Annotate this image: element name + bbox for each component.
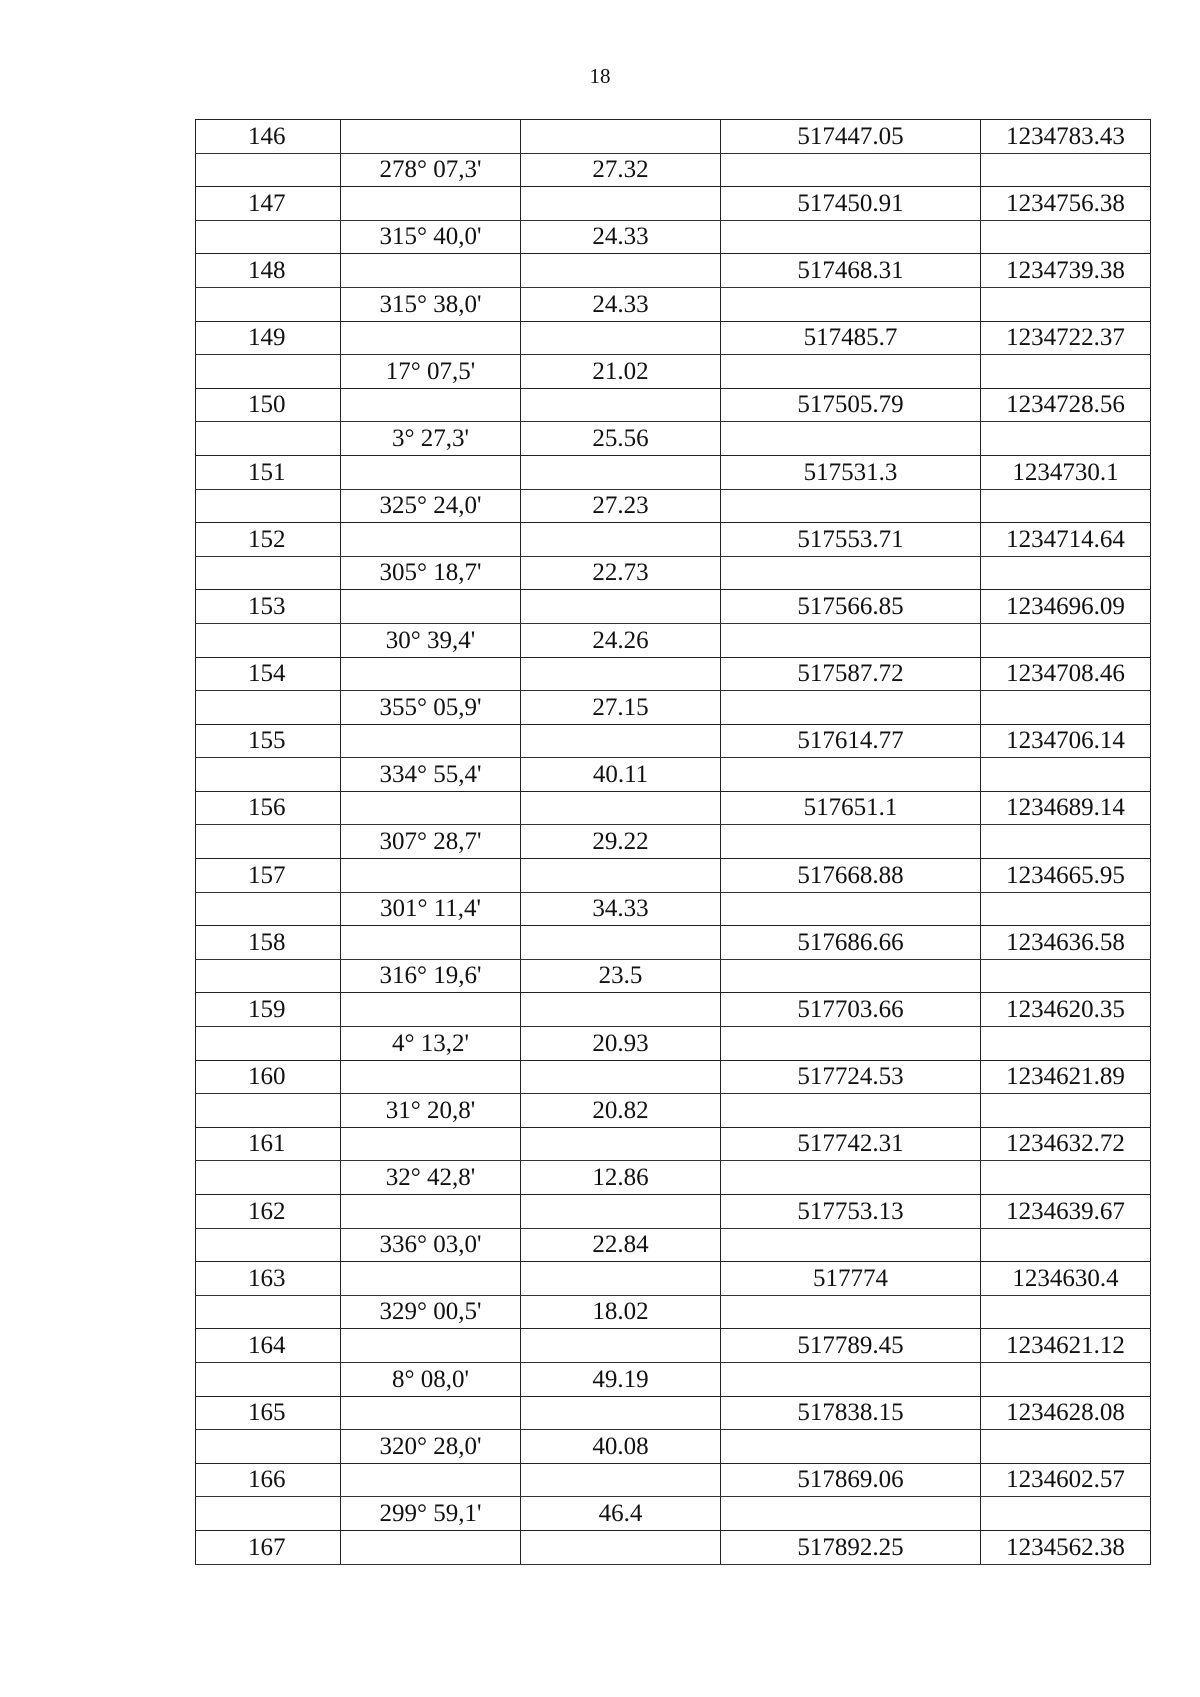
segment-row [196, 1161, 1151, 1195]
y-coordinate-cell [981, 959, 1151, 993]
y-coordinate-cell: 1234602.57 [981, 1463, 1151, 1497]
segment-length-cell [521, 523, 721, 557]
y-coordinate-cell: 1234722.37 [981, 321, 1151, 355]
point-row [196, 120, 1151, 154]
direction-angle-cell: 4° 13,2' [341, 1027, 521, 1061]
x-coordinate-cell [721, 422, 981, 456]
point-row [196, 523, 1151, 557]
coordinates-table-body [196, 120, 1151, 1565]
segment-length-cell [521, 590, 721, 624]
segment-length-cell: 20.93 [521, 1027, 721, 1061]
x-coordinate-cell: 517531.3 [721, 455, 981, 489]
direction-angle-cell: 325° 24,0' [341, 489, 521, 523]
segment-length-cell: 12.86 [521, 1161, 721, 1195]
y-coordinate-cell [981, 825, 1151, 859]
y-coordinate-cell [981, 1295, 1151, 1329]
point-number-cell [196, 959, 341, 993]
segment-length-cell [521, 120, 721, 154]
direction-angle-cell [341, 321, 521, 355]
direction-angle-cell [341, 993, 521, 1027]
direction-angle-cell: 315° 40,0' [341, 220, 521, 254]
direction-angle-cell: 278° 07,3' [341, 153, 521, 187]
x-coordinate-cell [721, 1161, 981, 1195]
point-row [196, 321, 1151, 355]
point-number-cell [196, 623, 341, 657]
segment-row [196, 1228, 1151, 1262]
segment-length-cell: 27.15 [521, 691, 721, 725]
point-row [196, 254, 1151, 288]
x-coordinate-cell: 517789.45 [721, 1329, 981, 1363]
segment-row [196, 825, 1151, 859]
x-coordinate-cell: 517724.53 [721, 1060, 981, 1094]
point-number-cell [196, 1295, 341, 1329]
direction-angle-cell [341, 455, 521, 489]
y-coordinate-cell: 1234632.72 [981, 1127, 1151, 1161]
point-number-cell [196, 1497, 341, 1531]
y-coordinate-cell: 1234714.64 [981, 523, 1151, 557]
y-coordinate-cell: 1234783.43 [981, 120, 1151, 154]
segment-length-cell: 46.4 [521, 1497, 721, 1531]
segment-row [196, 287, 1151, 321]
x-coordinate-cell: 517742.31 [721, 1127, 981, 1161]
y-coordinate-cell: 1234562.38 [981, 1530, 1151, 1564]
direction-angle-cell: 31° 20,8' [341, 1094, 521, 1128]
x-coordinate-cell: 517447.05 [721, 120, 981, 154]
point-row [196, 1463, 1151, 1497]
point-row [196, 859, 1151, 893]
point-number-cell [196, 758, 341, 792]
x-coordinate-cell: 517668.88 [721, 859, 981, 893]
direction-angle-cell: 30° 39,4' [341, 623, 521, 657]
direction-angle-cell: 355° 05,9' [341, 691, 521, 725]
point-number-cell [196, 489, 341, 523]
point-number-cell: 157 [196, 859, 341, 893]
segment-length-cell [521, 254, 721, 288]
segment-row [196, 153, 1151, 187]
direction-angle-cell: 329° 00,5' [341, 1295, 521, 1329]
segment-length-cell: 40.11 [521, 758, 721, 792]
x-coordinate-cell: 517869.06 [721, 1463, 981, 1497]
point-row [196, 1329, 1151, 1363]
point-number-cell [196, 1228, 341, 1262]
direction-angle-cell [341, 590, 521, 624]
point-number-cell [196, 287, 341, 321]
y-coordinate-cell [981, 1027, 1151, 1061]
segment-row [196, 1295, 1151, 1329]
x-coordinate-cell: 517587.72 [721, 657, 981, 691]
y-coordinate-cell [981, 1430, 1151, 1464]
direction-angle-cell [341, 1329, 521, 1363]
y-coordinate-cell [981, 623, 1151, 657]
direction-angle-cell [341, 1530, 521, 1564]
point-row [196, 657, 1151, 691]
direction-angle-cell [341, 1262, 521, 1296]
point-row [196, 590, 1151, 624]
segment-length-cell [521, 791, 721, 825]
segment-length-cell [521, 1060, 721, 1094]
direction-angle-cell: 334° 55,4' [341, 758, 521, 792]
point-row [196, 926, 1151, 960]
point-number-cell: 150 [196, 388, 341, 422]
x-coordinate-cell [721, 892, 981, 926]
segment-length-cell: 22.73 [521, 556, 721, 590]
point-number-cell [196, 892, 341, 926]
point-number-cell: 161 [196, 1127, 341, 1161]
point-number-cell: 166 [196, 1463, 341, 1497]
y-coordinate-cell [981, 220, 1151, 254]
segment-length-cell [521, 388, 721, 422]
segment-length-cell: 49.19 [521, 1362, 721, 1396]
segment-row [196, 355, 1151, 389]
segment-length-cell: 29.22 [521, 825, 721, 859]
segment-row [196, 1094, 1151, 1128]
point-number-cell: 152 [196, 523, 341, 557]
point-row [196, 455, 1151, 489]
page-number: 18 [589, 64, 611, 88]
x-coordinate-cell: 517468.31 [721, 254, 981, 288]
y-coordinate-cell [981, 1094, 1151, 1128]
segment-row [196, 422, 1151, 456]
direction-angle-cell: 32° 42,8' [341, 1161, 521, 1195]
point-row [196, 993, 1151, 1027]
segment-length-cell: 24.33 [521, 220, 721, 254]
segment-length-cell [521, 1195, 721, 1229]
point-number-cell: 149 [196, 321, 341, 355]
x-coordinate-cell [721, 758, 981, 792]
y-coordinate-cell: 1234756.38 [981, 187, 1151, 221]
point-row [196, 1195, 1151, 1229]
x-coordinate-cell: 517450.91 [721, 187, 981, 221]
segment-row [196, 1362, 1151, 1396]
segment-length-cell: 24.33 [521, 287, 721, 321]
segment-length-cell [521, 455, 721, 489]
y-coordinate-cell: 1234689.14 [981, 791, 1151, 825]
segment-row [196, 691, 1151, 725]
segment-length-cell [521, 1127, 721, 1161]
x-coordinate-cell [721, 153, 981, 187]
segment-row [196, 1430, 1151, 1464]
x-coordinate-cell [721, 489, 981, 523]
y-coordinate-cell [981, 1161, 1151, 1195]
point-number-cell: 164 [196, 1329, 341, 1363]
segment-length-cell: 21.02 [521, 355, 721, 389]
x-coordinate-cell [721, 1430, 981, 1464]
segment-length-cell: 34.33 [521, 892, 721, 926]
segment-length-cell [521, 859, 721, 893]
direction-angle-cell [341, 523, 521, 557]
point-number-cell: 148 [196, 254, 341, 288]
coordinates-table [195, 119, 1151, 1565]
y-coordinate-cell: 1234708.46 [981, 657, 1151, 691]
y-coordinate-cell: 1234636.58 [981, 926, 1151, 960]
y-coordinate-cell: 1234639.67 [981, 1195, 1151, 1229]
direction-angle-cell: 299° 59,1' [341, 1497, 521, 1531]
x-coordinate-cell: 517753.13 [721, 1195, 981, 1229]
x-coordinate-cell: 517774 [721, 1262, 981, 1296]
point-number-cell: 146 [196, 120, 341, 154]
direction-angle-cell [341, 724, 521, 758]
y-coordinate-cell: 1234621.89 [981, 1060, 1151, 1094]
segment-length-cell: 25.56 [521, 422, 721, 456]
point-row [196, 1262, 1151, 1296]
segment-length-cell [521, 724, 721, 758]
y-coordinate-cell: 1234620.35 [981, 993, 1151, 1027]
direction-angle-cell: 3° 27,3' [341, 422, 521, 456]
y-coordinate-cell [981, 1228, 1151, 1262]
direction-angle-cell [341, 1463, 521, 1497]
x-coordinate-cell [721, 556, 981, 590]
segment-length-cell: 27.32 [521, 153, 721, 187]
y-coordinate-cell [981, 153, 1151, 187]
x-coordinate-cell [721, 1228, 981, 1262]
y-coordinate-cell: 1234696.09 [981, 590, 1151, 624]
x-coordinate-cell: 517703.66 [721, 993, 981, 1027]
y-coordinate-cell [981, 758, 1151, 792]
point-number-cell: 165 [196, 1396, 341, 1430]
point-number-cell [196, 1161, 341, 1195]
x-coordinate-cell [721, 1362, 981, 1396]
point-number-cell [196, 1430, 341, 1464]
point-number-cell [196, 1362, 341, 1396]
point-row [196, 724, 1151, 758]
segment-row [196, 892, 1151, 926]
direction-angle-cell: 315° 38,0' [341, 287, 521, 321]
segment-row [196, 556, 1151, 590]
point-number-cell [196, 691, 341, 725]
direction-angle-cell [341, 1396, 521, 1430]
y-coordinate-cell: 1234621.12 [981, 1329, 1151, 1363]
y-coordinate-cell [981, 691, 1151, 725]
point-number-cell [196, 422, 341, 456]
segment-row [196, 220, 1151, 254]
segment-length-cell: 20.82 [521, 1094, 721, 1128]
x-coordinate-cell [721, 355, 981, 389]
y-coordinate-cell: 1234739.38 [981, 254, 1151, 288]
direction-angle-cell [341, 791, 521, 825]
x-coordinate-cell: 517651.1 [721, 791, 981, 825]
point-row [196, 1530, 1151, 1564]
x-coordinate-cell [721, 623, 981, 657]
x-coordinate-cell [721, 959, 981, 993]
direction-angle-cell [341, 859, 521, 893]
point-row [196, 791, 1151, 825]
segment-length-cell [521, 1329, 721, 1363]
x-coordinate-cell: 517566.85 [721, 590, 981, 624]
segment-length-cell [521, 926, 721, 960]
point-row [196, 388, 1151, 422]
segment-row [196, 489, 1151, 523]
segment-length-cell: 22.84 [521, 1228, 721, 1262]
point-number-cell [196, 825, 341, 859]
point-number-cell: 155 [196, 724, 341, 758]
segment-length-cell [521, 657, 721, 691]
y-coordinate-cell [981, 556, 1151, 590]
direction-angle-cell: 316° 19,6' [341, 959, 521, 993]
segment-row [196, 758, 1151, 792]
x-coordinate-cell: 517505.79 [721, 388, 981, 422]
direction-angle-cell: 320° 28,0' [341, 1430, 521, 1464]
y-coordinate-cell: 1234706.14 [981, 724, 1151, 758]
direction-angle-cell [341, 926, 521, 960]
y-coordinate-cell: 1234628.08 [981, 1396, 1151, 1430]
point-number-cell [196, 355, 341, 389]
direction-angle-cell [341, 657, 521, 691]
direction-angle-cell [341, 1127, 521, 1161]
point-number-cell [196, 1094, 341, 1128]
point-number-cell: 158 [196, 926, 341, 960]
point-number-cell: 156 [196, 791, 341, 825]
y-coordinate-cell [981, 422, 1151, 456]
x-coordinate-cell [721, 1295, 981, 1329]
segment-length-cell: 27.23 [521, 489, 721, 523]
direction-angle-cell [341, 388, 521, 422]
x-coordinate-cell [721, 287, 981, 321]
x-coordinate-cell [721, 1027, 981, 1061]
y-coordinate-cell [981, 355, 1151, 389]
point-number-cell: 167 [196, 1530, 341, 1564]
x-coordinate-cell: 517838.15 [721, 1396, 981, 1430]
x-coordinate-cell: 517553.71 [721, 523, 981, 557]
segment-length-cell [521, 321, 721, 355]
x-coordinate-cell [721, 825, 981, 859]
x-coordinate-cell: 517686.66 [721, 926, 981, 960]
segment-length-cell: 24.26 [521, 623, 721, 657]
point-number-cell [196, 153, 341, 187]
y-coordinate-cell [981, 892, 1151, 926]
segment-length-cell: 23.5 [521, 959, 721, 993]
point-row [196, 1060, 1151, 1094]
segment-length-cell [521, 993, 721, 1027]
point-number-cell: 160 [196, 1060, 341, 1094]
y-coordinate-cell: 1234730.1 [981, 455, 1151, 489]
direction-angle-cell: 17° 07,5' [341, 355, 521, 389]
segment-length-cell [521, 187, 721, 221]
segment-row [196, 1497, 1151, 1531]
point-number-cell [196, 1027, 341, 1061]
x-coordinate-cell: 517892.25 [721, 1530, 981, 1564]
segment-length-cell [521, 1262, 721, 1296]
x-coordinate-cell: 517614.77 [721, 724, 981, 758]
direction-angle-cell [341, 120, 521, 154]
point-number-cell: 162 [196, 1195, 341, 1229]
x-coordinate-cell [721, 1497, 981, 1531]
point-number-cell: 159 [196, 993, 341, 1027]
y-coordinate-cell [981, 287, 1151, 321]
point-row [196, 187, 1151, 221]
point-number-cell: 151 [196, 455, 341, 489]
point-number-cell [196, 556, 341, 590]
segment-length-cell: 40.08 [521, 1430, 721, 1464]
point-number-cell: 153 [196, 590, 341, 624]
segment-length-cell [521, 1463, 721, 1497]
point-row [196, 1396, 1151, 1430]
x-coordinate-cell [721, 1094, 981, 1128]
direction-angle-cell [341, 1195, 521, 1229]
segment-row [196, 959, 1151, 993]
y-coordinate-cell: 1234630.4 [981, 1262, 1151, 1296]
segment-length-cell [521, 1530, 721, 1564]
point-number-cell: 163 [196, 1262, 341, 1296]
direction-angle-cell: 301° 11,4' [341, 892, 521, 926]
point-row [196, 1127, 1151, 1161]
x-coordinate-cell [721, 691, 981, 725]
y-coordinate-cell: 1234728.56 [981, 388, 1151, 422]
y-coordinate-cell [981, 489, 1151, 523]
direction-angle-cell [341, 187, 521, 221]
x-coordinate-cell [721, 220, 981, 254]
x-coordinate-cell: 517485.7 [721, 321, 981, 355]
y-coordinate-cell [981, 1497, 1151, 1531]
point-number-cell [196, 220, 341, 254]
point-number-cell: 154 [196, 657, 341, 691]
y-coordinate-cell [981, 1362, 1151, 1396]
direction-angle-cell: 307° 28,7' [341, 825, 521, 859]
segment-row [196, 1027, 1151, 1061]
direction-angle-cell [341, 254, 521, 288]
point-number-cell: 147 [196, 187, 341, 221]
direction-angle-cell: 336° 03,0' [341, 1228, 521, 1262]
segment-length-cell [521, 1396, 721, 1430]
direction-angle-cell: 8° 08,0' [341, 1362, 521, 1396]
direction-angle-cell: 305° 18,7' [341, 556, 521, 590]
y-coordinate-cell: 1234665.95 [981, 859, 1151, 893]
direction-angle-cell [341, 1060, 521, 1094]
segment-length-cell: 18.02 [521, 1295, 721, 1329]
segment-row [196, 623, 1151, 657]
